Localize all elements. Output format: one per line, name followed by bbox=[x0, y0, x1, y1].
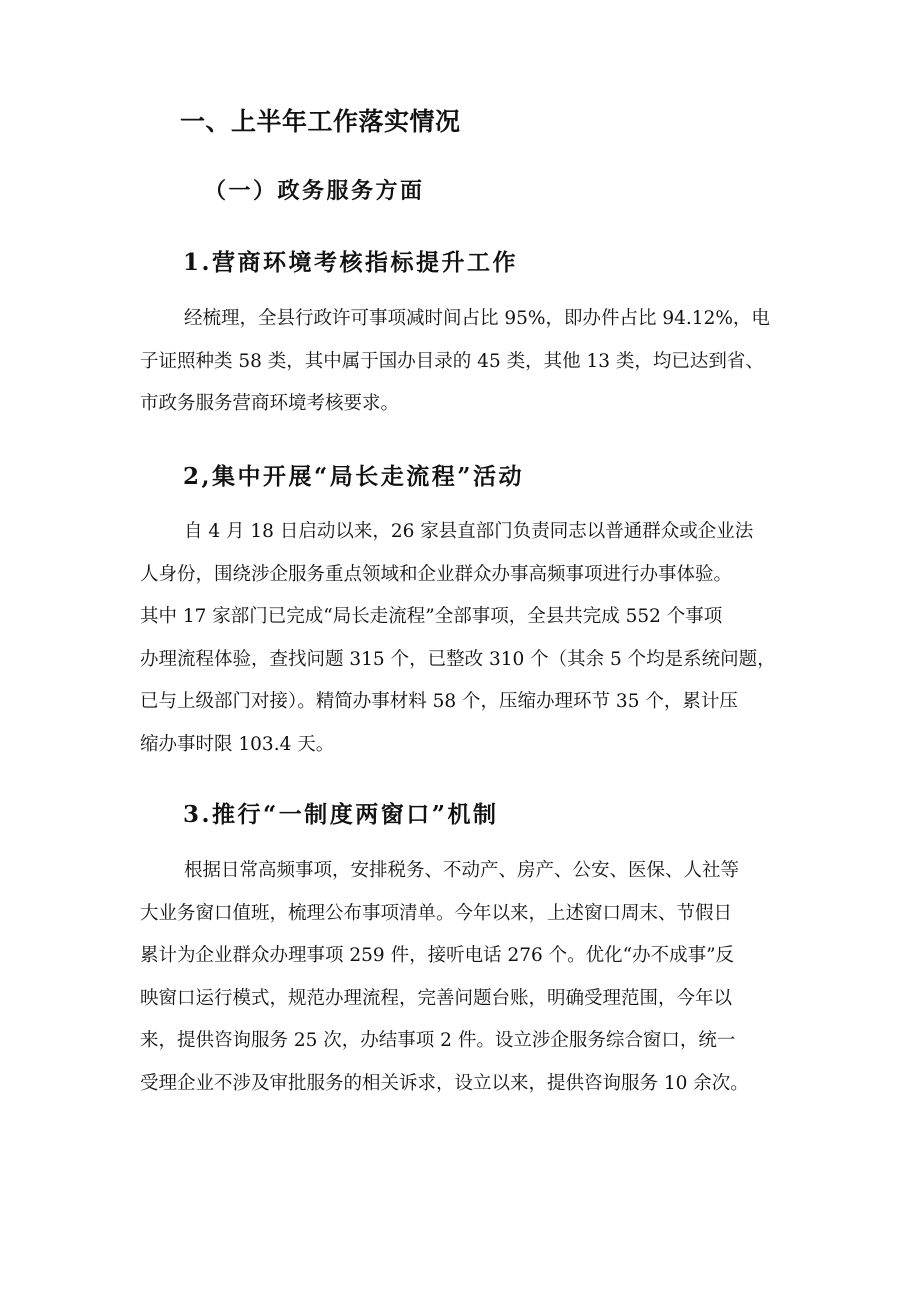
paragraph-line: 映窗口运行模式，规范办理流程，完善问题台账，明确受理范围，今年以 bbox=[140, 987, 733, 1009]
paragraph-line: 经梳理，全县行政许可事项减时间占比 95%，即办件占比 94.12%，电 bbox=[184, 308, 770, 329]
paragraph-line: 大业务窗口值班，梳理公布事项清单。今年以来，上述窗口周末、节假日 bbox=[140, 902, 733, 924]
section-3-paragraph bbox=[140, 850, 790, 1105]
sub-heading: （一）政务服务方面 bbox=[204, 178, 425, 204]
section-2-title: 2,集中开展“局长走流程”活动 bbox=[183, 463, 524, 490]
paragraph-line: 已与上级部门对接）。精简办事材料 58 个，压缩办理环节 35 个，累计压 bbox=[140, 691, 738, 712]
paragraph-line: 缩办事时限 103.4 天。 bbox=[140, 733, 335, 755]
section-1-title: 1.营商环境考核指标提升工作 bbox=[183, 249, 519, 276]
paragraph-line: 自 4 月 18 日启动以来，26 家县直部门负责同志以普通群众或企业法 bbox=[184, 521, 754, 542]
paragraph-line: 累计为企业群众办理事项 259 件，接听电话 276 个。优化“办不成事”反 bbox=[140, 945, 735, 966]
section-2-paragraph bbox=[140, 511, 790, 766]
paragraph-line: 受理企业不涉及审批服务的相关诉求，设立以来，提供咨询服务 10 余次。 bbox=[140, 1072, 749, 1094]
paragraph-line: 其中 17 家部门已完成“局长走流程”全部事项，全县共完成 552 个事项 bbox=[140, 606, 723, 627]
paragraph-line: 人身份，围绕涉企服务重点领域和企业群众办事高频事项进行办事体验。 bbox=[140, 563, 733, 585]
section-3-title: 3.推行“一制度两窗口”机制 bbox=[183, 801, 499, 828]
main-heading: 一、上半年工作落实情况 bbox=[180, 107, 461, 136]
paragraph-line: 来，提供咨询服务 25 次，办结事项 2 件。设立涉企服务综合窗口，统一 bbox=[140, 1030, 736, 1051]
paragraph-line: 根据日常高频事项，安排税务、不动产、房产、公安、医保、人社等 bbox=[184, 860, 740, 881]
section-1-paragraph bbox=[140, 298, 790, 426]
paragraph-line: 市政务服务营商环境考核要求。 bbox=[140, 393, 400, 414]
paragraph-line: 子证照种类 58 类，其中属于国办目录的 45 类，其他 13 类，均已达到省、 bbox=[140, 350, 764, 372]
paragraph-line: 办理流程体验，查找问题 315 个，已整改 310 个（其余 5 个均是系统问题， bbox=[140, 648, 776, 670]
